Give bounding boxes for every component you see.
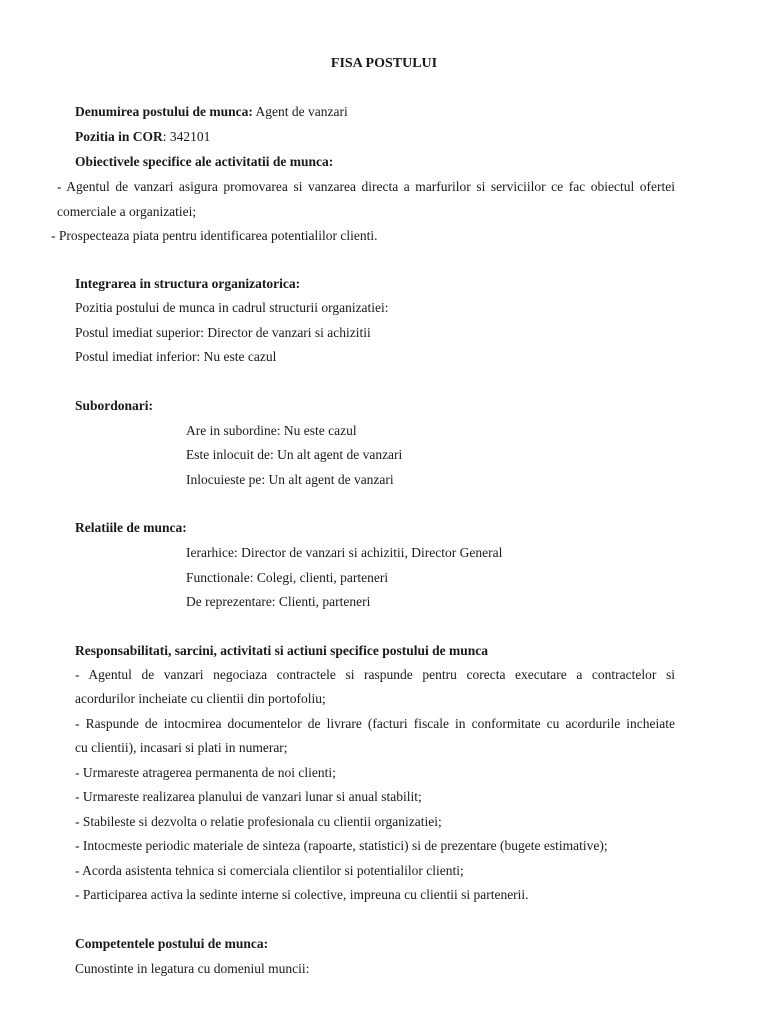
job-title-line [75, 105, 348, 119]
integration-heading: Integrarea in structura organizatorica: [75, 276, 301, 291]
objective-item: - Prospecteaza piata pentru identificarea potentialilor clienti. [51, 228, 378, 243]
objective-item: - Agentul de vanzari asigura promovarea si vanzarea directa a marfurilor si serviciilor ce fac obiectul ofertei [57, 179, 675, 194]
responsibility-item: - Intocmeste periodic materiale de sinteza (rapoarte, statistici) si de prezentare (bugete estimative); [75, 838, 608, 853]
work-relations-line: Ierarhice: Director de vanzari si achizitii, Director General [186, 545, 503, 560]
objectives-heading: Obiectivele specifice ale activitatii de munca: [75, 154, 334, 169]
cor-label: Pozitia in COR [75, 129, 163, 144]
responsibility-item-continuation: cu clientii), incasari si plati in numerar; [75, 740, 288, 755]
integration-line: Postul imediat superior: Director de vanzari si achizitii [75, 325, 371, 340]
responsibility-item: - Stabileste si dezvolta o relatie profesionala cu clientii organizatiei; [75, 814, 442, 829]
cor-line [75, 130, 210, 144]
competencies-heading: Competentele postului de munca: [75, 936, 269, 951]
work-relations-line: De reprezentare: Clienti, parteneri [186, 594, 371, 609]
integration-line: Pozitia postului de munca in cadrul structurii organizatiei: [75, 300, 389, 315]
cor-value: : 342101 [162, 129, 211, 144]
responsibility-item: - Acorda asistenta tehnica si comerciala clientilor si potentialilor clienti; [75, 863, 464, 878]
responsibility-item: - Urmareste realizarea planului de vanzari lunar si anual stabilit; [75, 789, 422, 804]
competencies-line: Cunostinte in legatura cu domeniul muncii: [75, 961, 310, 976]
responsibility-item: - Urmareste atragerea permanenta de noi clienti; [75, 765, 336, 780]
responsibility-item: - Participarea activa la sedinte interne si colective, impreuna cu clientii si partenerii. [75, 887, 529, 902]
subordination-heading: Subordonari: [75, 398, 154, 413]
subordination-line: Are in subordine: Nu este cazul [186, 423, 357, 438]
document-title: FISA POSTULUI [330, 56, 438, 71]
responsibilities-heading: Responsabilitati, sarcini, activitati si actiuni specifice postului de munca [75, 643, 489, 658]
responsibility-item: - Agentul de vanzari negociaza contractele si raspunde pentru corecta executare a contractelor si [75, 667, 675, 682]
job-title-label: Denumirea postului de munca: [75, 104, 253, 119]
responsibility-item: - Raspunde de intocmirea documentelor de livrare (facturi fiscale in conformitate cu acordurile incheiate [75, 716, 675, 731]
subordination-line: Inlocuieste pe: Un alt agent de vanzari [186, 472, 394, 487]
objective-item-continuation: comerciale a organizatiei; [57, 204, 197, 219]
work-relations-line: Functionale: Colegi, clienti, parteneri [186, 570, 389, 585]
responsibility-item-continuation: acordurilor incheiate cu clientii din portofoliu; [75, 691, 326, 706]
work-relations-heading: Relatiile de munca: [75, 520, 187, 535]
subordination-line: Este inlocuit de: Un alt agent de vanzari [186, 447, 403, 462]
job-title-value: Agent de vanzari [255, 104, 348, 119]
integration-line: Postul imediat inferior: Nu este cazul [75, 349, 277, 364]
